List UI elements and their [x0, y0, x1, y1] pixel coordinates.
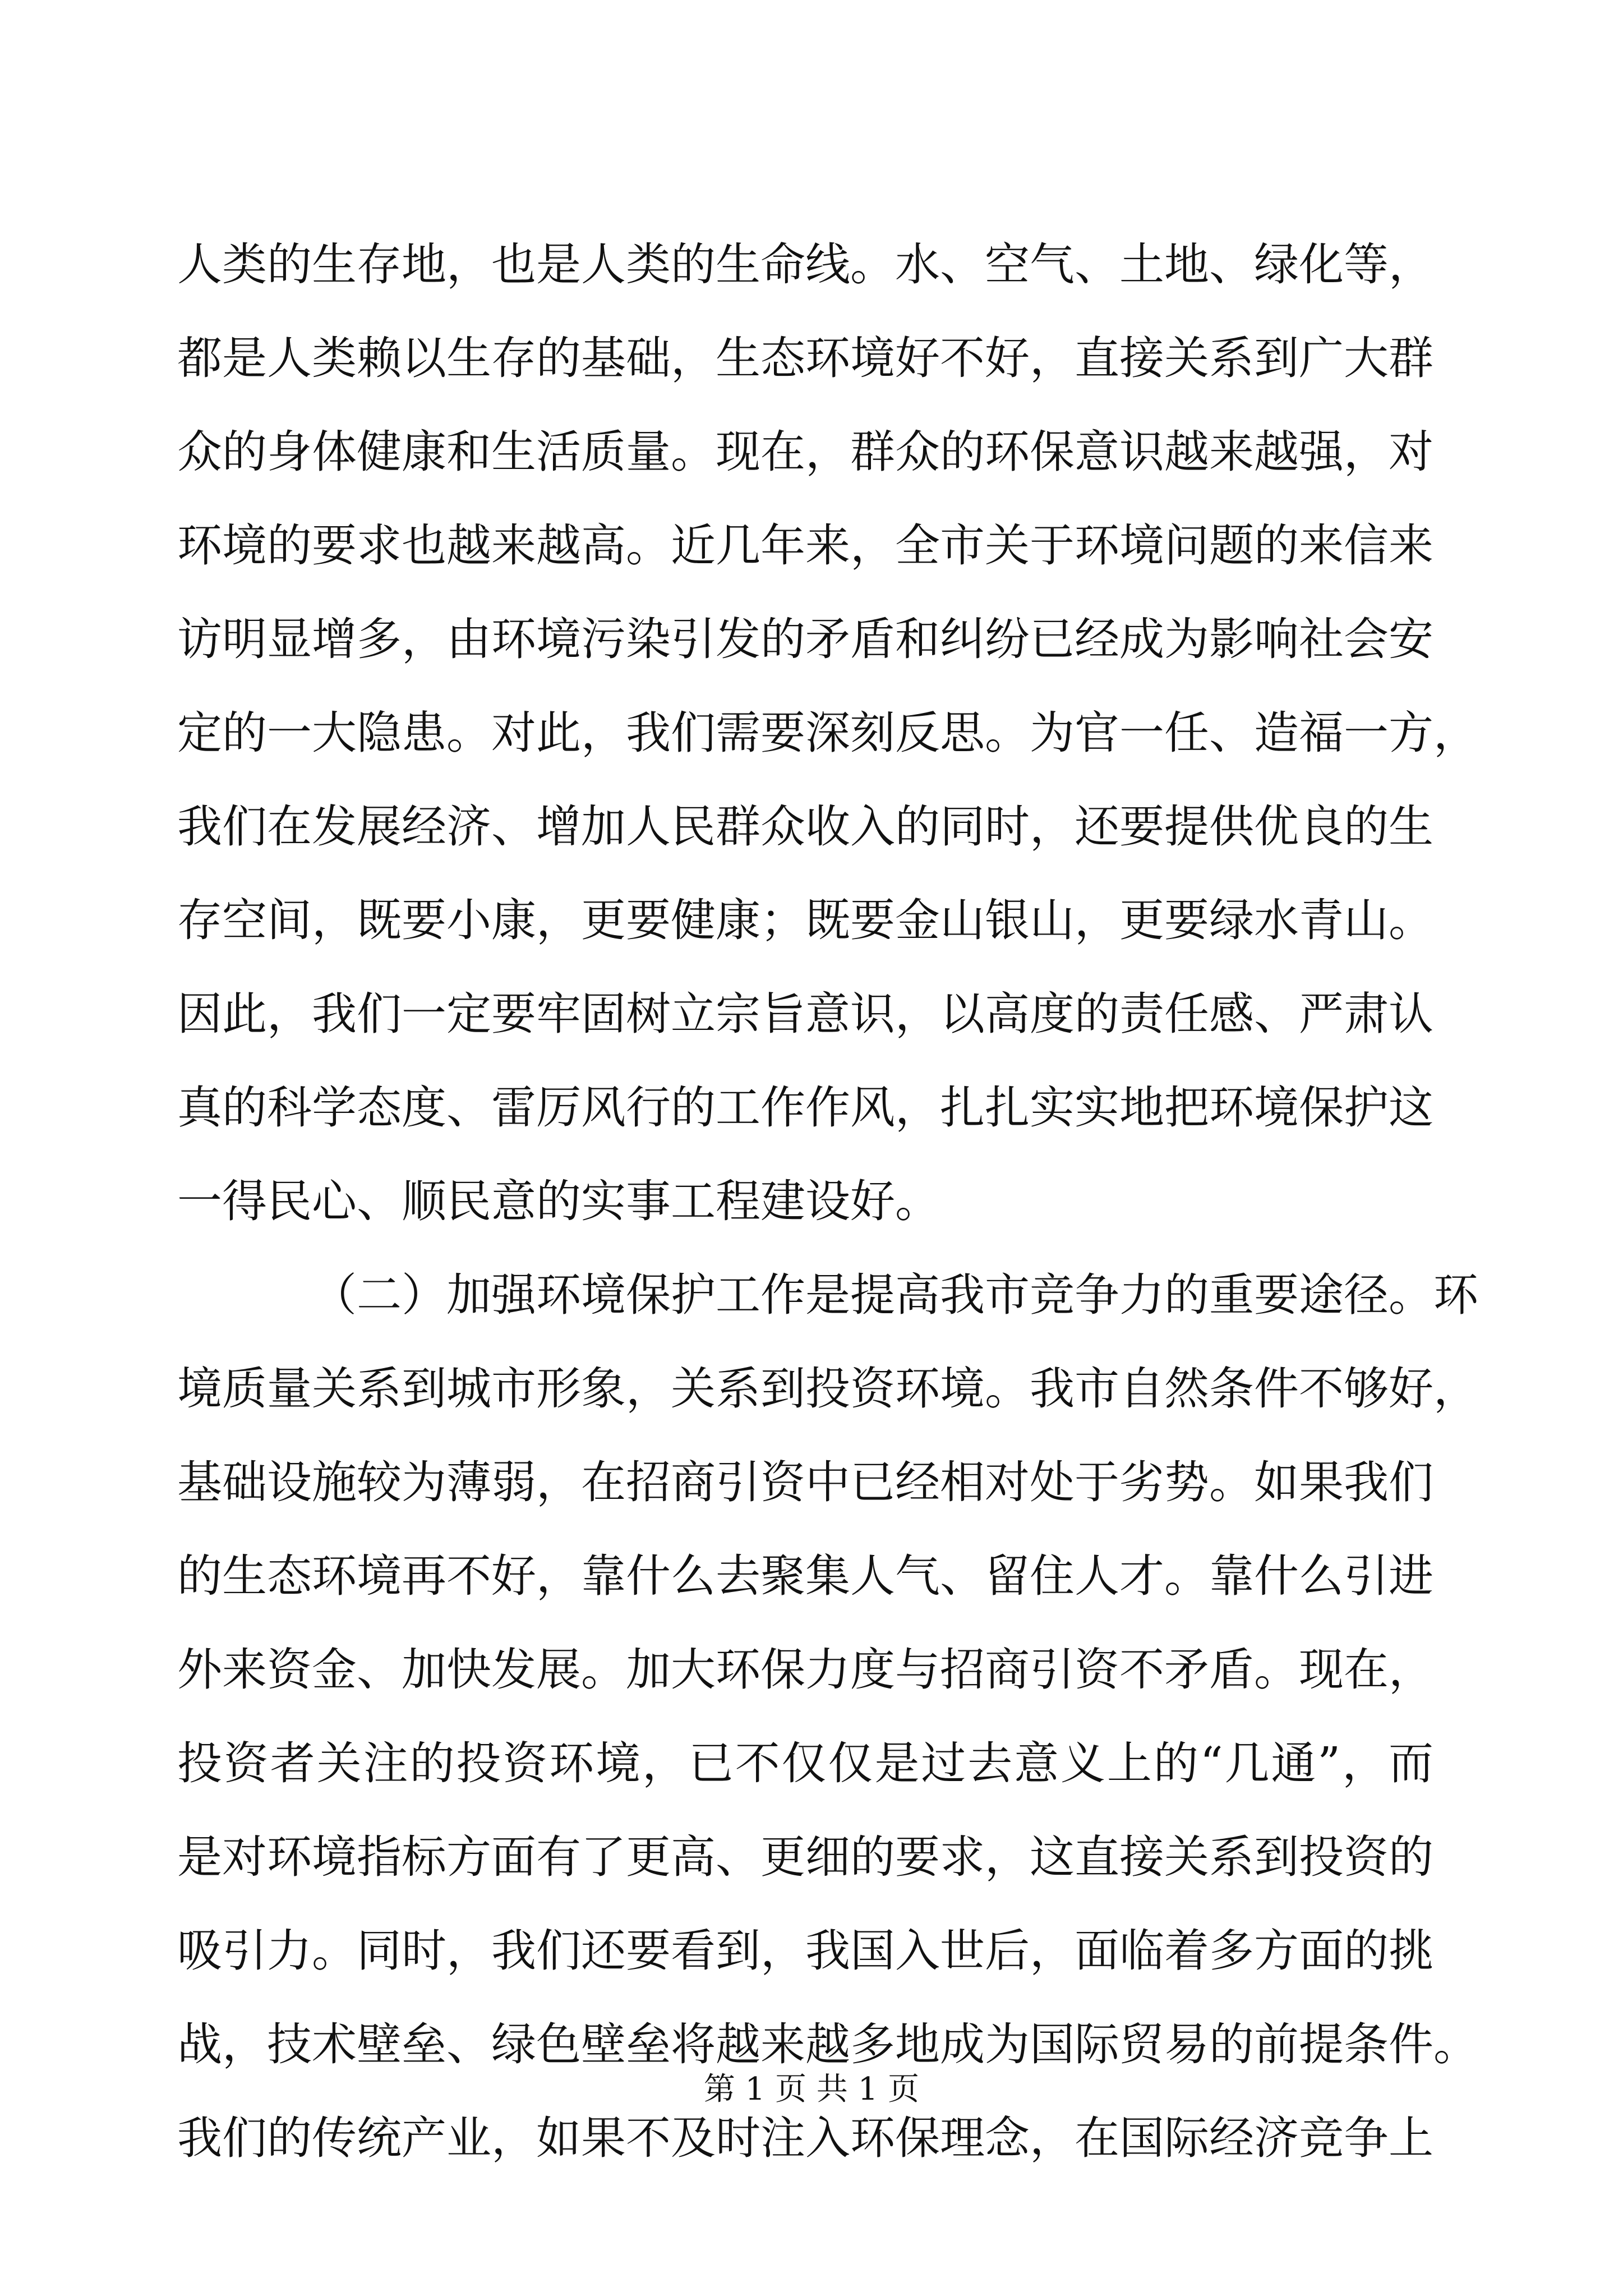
text-line: 环境的要求也越来越高。近几年来，全市关于环境问题的来信来 [177, 519, 1433, 572]
text-line: 因此，我们一定要牢固树立宗旨意识，以高度的责任感、严肃认 [177, 988, 1433, 1040]
text-line: 访明显增多，由环境污染引发的矛盾和纠纷已经成为影响社会安 [177, 613, 1433, 665]
paragraph-2 [177, 1248, 1478, 2185]
document-body [177, 218, 1478, 2185]
text-line: 真的科学态度、雷厉风行的工作作风，扎扎实实地把环境保护这 [177, 1082, 1433, 1134]
paragraph-1 [177, 218, 1478, 1248]
text-line: 吸引力。同时，我们还要看到，我国入世后，面临着多方面的挑 [177, 1925, 1433, 1977]
text-line: 外来资金、加快发展。加大环保力度与招商引资不矛盾。现在， [177, 1644, 1433, 1696]
text-line: 一得民心、顺民意的实事工程建设好。 [177, 1175, 940, 1227]
text-line: 定的一大隐患。对此，我们需要深刻反思。为官一任、造福一方， [177, 707, 1478, 759]
text-line: （二）加强环境保护工作是提高我市竞争力的重要途径。环 [312, 1269, 1478, 1321]
page-number-footer: 第 1 页 共 1 页 [703, 2071, 920, 2108]
text-line: 的生态环境再不好，靠什么去聚集人气、留住人才。靠什么引进 [177, 1550, 1433, 1602]
text-line: 我们在发展经济、增加人民群众收入的同时，还要提供优良的生 [177, 800, 1433, 853]
text-line: 人类的生存地，也是人类的生命线。水、空气、土地、绿化等， [177, 238, 1433, 291]
text-line: 都是人类赖以生存的基础，生态环境好不好，直接关系到广大群 [177, 332, 1433, 384]
text-line: 基础设施较为薄弱，在招商引资中已经相对处于劣势。如果我们 [177, 1456, 1433, 1508]
text-line: 战，技术壁垒、绿色壁垒将越来越多地成为国际贸易的前提条件。 [177, 2018, 1478, 2070]
text-line: 投资者关注的投资环境，已不仅仅是过去意义上的“几通”，而 [177, 1737, 1433, 1789]
text-line: 境质量关系到城市形象，关系到投资环境。我市自然条件不够好， [177, 1363, 1478, 1415]
text-line: 存空间，既要小康，更要健康；既要金山银山，更要绿水青山。 [177, 894, 1433, 946]
text-line: 众的身体健康和生活质量。现在，群众的环保意识越来越强，对 [177, 426, 1433, 478]
text-line: 是对环境指标方面有了更高、更细的要求，这直接关系到投资的 [177, 1831, 1433, 1883]
text-line: 我们的传统产业，如果不及时注入环保理念，在国际经济竞争上 [177, 2112, 1433, 2164]
